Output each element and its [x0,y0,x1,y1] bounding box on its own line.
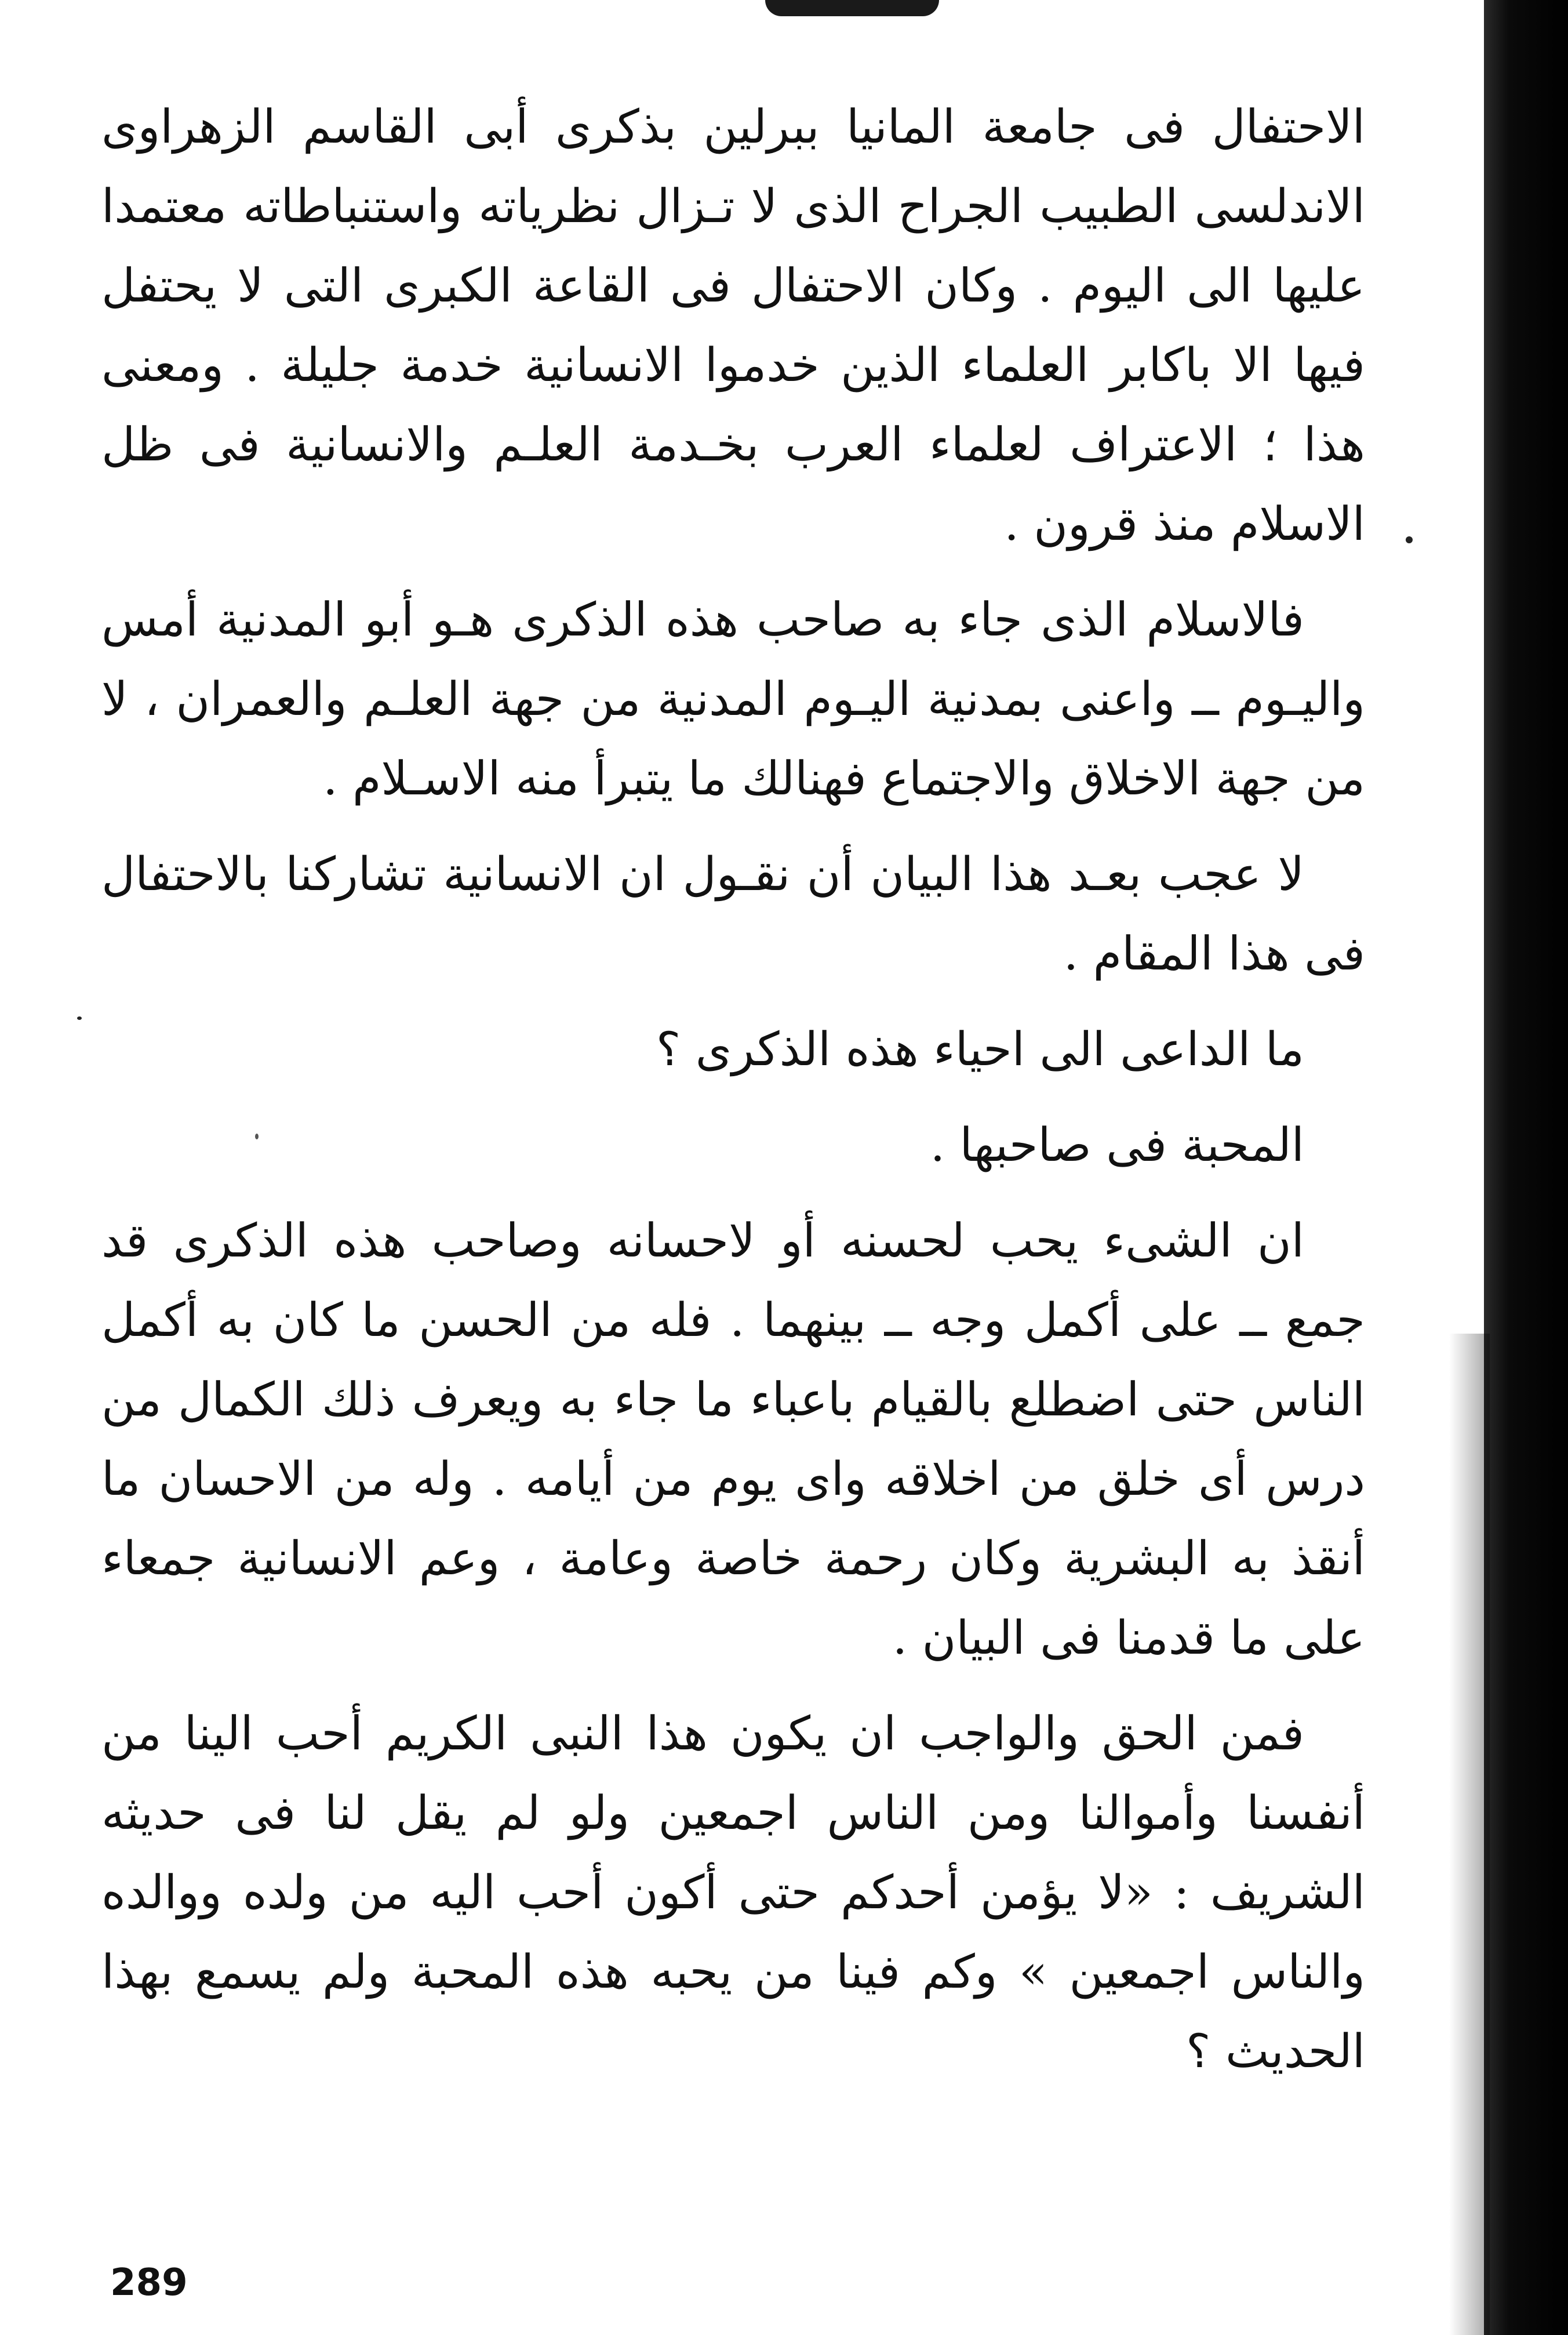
paragraph-7: فمن الحق والواجب ان يكون هذا النبى الكريم أحب الينا من أنفسنا وأموالنا ومن الناس اجمعين ولو لم يقل لنا فى حديثه الشريف : «لا يؤمن أحدكم حتى أكون أحب اليه من ولده ووالده والناس اجمعين » وكم فينا من يحبه هذه المحبة ولم يسمع بهذا الحديث ؟ [101,1706,1365,2078]
paragraph-1: الاحتفال فى جامعة المانيا ببرلين بذكرى أبى القاسم الزهراوى الاندلسى الطبيب الجراح الذى لا تـزال نظرياته واستنباطاته معتمدا عليها الى اليوم . وكان الاحتفال فى القاعة الكبرى التى لا يحتفل فيها الا باكابر العلماء الذين خدموا الانسانية خدمة جليلة . ومعنى هذا ؛ الاعتراف لعلماء العرب بخـدمة العلـم والانسانية فى ظل الاسلام منذ قرون . [101,100,1365,551]
scan-shadow-right-fade [1449,1334,1490,2335]
paragraph-2: فالاسلام الذى جاء به صاحب هذه الذكرى هـو أبو المدنية أمس واليـوم ــ واعنى بمدنية اليـوم المدنية من جهة العلـم والعمران ، لا من جهة الاخلاق والاجتماع فهنالك ما يتبرأ منه الاسـلام . [101,593,1366,805]
scan-speck [77,1016,82,1020]
paragraph-6: ان الشىء يحب لحسنه أو لاحسانه وصاحب هذه الذكرى قد جمع ــ على أكمل وجه ــ بينهما . فله من الحسن ما كان به أكمل الناس حتى اضطلع بالقيام باعباء ما جاء به ويعرف ذلك الكمال من درس أى خلق من اخلاقه واى يوم من أيامه . وله من الاحسان ما أنقذ به البشرية وكان رحمة خاصة وعامة ، وعم الانسانية جمعاء على ما قدمنا فى البيان . [101,1214,1365,1665]
page-number: 289 [110,2261,188,2304]
arabic-text-body [101,87,1365,2091]
paragraph-3: لا عجب بعـد هذا البيان أن نقـول ان الانسانية تشاركنا بالاحتفال فى هذا المقام . [101,847,1365,981]
question-line: ما الداعى الى احياء هذه الذكرى ؟ [656,1022,1304,1076]
answer-line: المحبة فى صاحبها . [930,1118,1304,1172]
scan-shadow-top [765,0,939,16]
scan-shadow-right [1484,0,1568,2335]
scan-speck [1406,536,1413,543]
